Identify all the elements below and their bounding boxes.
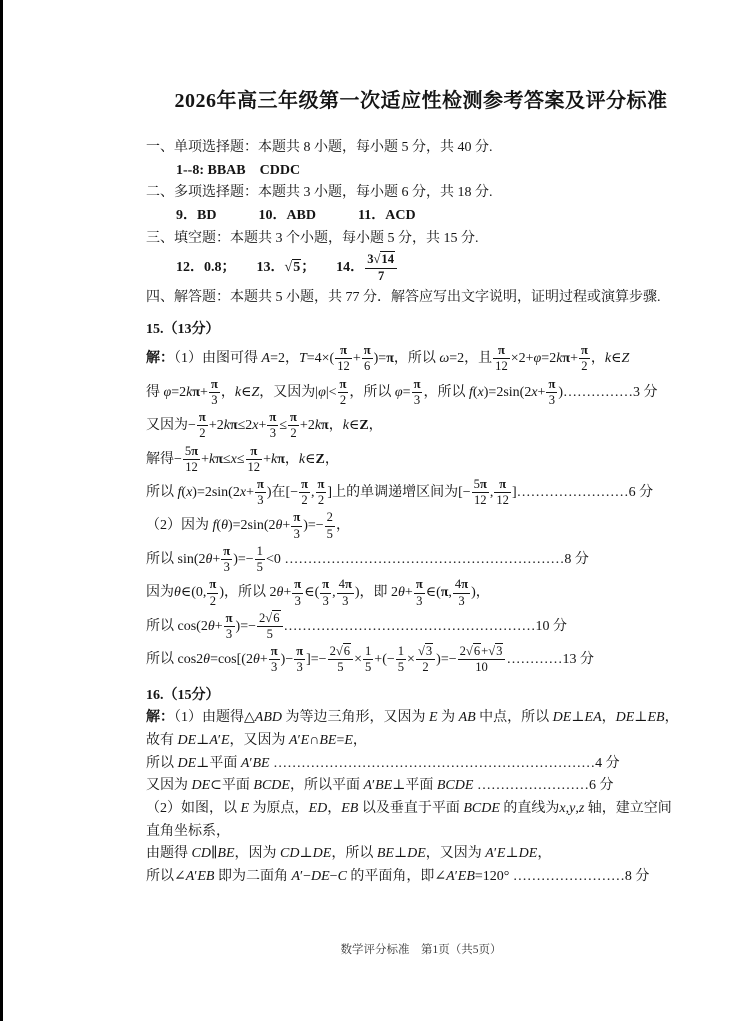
text-line: 所以 sin(2θ+ $\frac{\pi}{3}$ )=− $\frac{1}{5}$ <0 ……………………………………………………8 分 (146, 543, 589, 575)
scan-edge (0, 0, 3, 1021)
page-title: 2026年高三年级第一次适应性检测参考答案及评分标准 (174, 90, 668, 112)
text-line: 15.（13分） (146, 321, 220, 337)
text-line: 解：（1）由图可得 A=2，T=4×( $\frac{\pi}{12}$ + $\frac{\pi}{6}$ )=π，所以 ω=2，且 $\frac{\pi}{12}$ ×2+φ=2kπ+ $\frac{\pi}{2}$ ，k∈Z (146, 343, 630, 374)
document-lines (146, 137, 696, 888)
text-line: 直角坐标系， (146, 823, 230, 839)
text-line: 因为θ∈(0, $\frac{\pi}{2}$ )，所以 2θ+ $\frac{\pi}{3}$ ∈( $\frac{\pi}{3}$ , $\frac{4\pi}{3}$ )，即 2θ+ $\frac{\pi}{3}$ ∈(π, $\frac{4\pi}{3}$ )， (146, 577, 490, 608)
document-page (146, 0, 696, 1021)
text-line: （2）因为 f(θ)=2sin(2θ+ $\frac{\pi}{3}$ )=− $\frac{2}{5}$ ， (146, 510, 350, 541)
text-line: （2）如图，以 E 为原点，ED，EB 以及垂直于平面 BCDE 的直线为x,y,z 轴，建立空间 (146, 801, 672, 817)
text-line: 一、单项选择题：本题共 8 小题，每小题 5 分，共 40 分. (146, 140, 493, 155)
text-line: 二、多项选择题：本题共 3 小题，每小题 6 分，共 18 分. (146, 185, 493, 201)
text-line: 所以 DE⊥平面 A′BE ……………………………………………………………4 分 (146, 755, 620, 771)
text-line: 所以 f(x)=2sin(2x+ $\frac{\pi}{3}$ )在[− $\frac{\pi}{2}$ , $\frac{\pi}{2}$ ]上的单调递增区间为[− $\frac{5\pi}{12}$ , $\frac{\pi}{12}$ ]……………………6 分 (146, 477, 654, 508)
text-line: 9．BD 10．ABD 11．ACD (176, 208, 416, 224)
page-footer: 数学评分标准 第1页（共5页） (340, 944, 502, 956)
text-line: 又因为− $\frac{\pi}{2}$ +2kπ≤2x+ $\frac{\pi}{3}$ ≤ $\frac{\pi}{2}$ +2kπ，k∈Z， (146, 410, 383, 441)
text-line: 解得− $\frac{5\pi}{12}$ +kπ≤x≤ $\frac{\pi}{12}$ +kπ，k∈Z， (146, 443, 339, 474)
text-line: 四、解答题：本题共 5 小题，共 77 分．解答应写出文字说明，证明过程或演算步骤. (146, 289, 661, 305)
text-line: 所以∠A′EB 即为二面角 A′−DE−C 的平面角，即∠A′EB=120° ……………………8 分 (146, 869, 650, 885)
text-line: 得 φ=2kπ+ $\frac{\pi}{3}$ ，k∈Z，又因为|φ|< $\frac{\pi}{2}$ ，所以 φ= $\frac{\pi}{3}$ ，所以 f(x)=2sin(2x+ $\frac{\pi}{3}$ )……………3 分 (146, 376, 658, 407)
text-line: 由题得 CD∥BE，因为 CD⊥DE，所以 BE⊥DE，又因为 A′E⊥DE， (146, 846, 552, 862)
text-line: 故有 DE⊥A′E，又因为 A′E∩BE=E， (146, 733, 367, 748)
text-line: 12．0.8； 13．√5； 14． $\frac{3√14}{7}$ (146, 253, 696, 282)
text-line: 解：（1）由题得△ABD 为等边三角形，又因为 E 为 AB 中点，所以 DE⊥EA，DE⊥EB， (146, 710, 679, 726)
text-line: 1--8: BBAB CDDC (176, 162, 301, 178)
text-line: 三、填空题：本题共 3 个小题，每小题 5 分，共 15 分. (146, 230, 479, 246)
text-line: 16.（15分） (146, 687, 220, 703)
text-line: 又因为 DE⊂平面 BCDE，所以平面 A′BE⊥平面 BCDE ……………………6 分 (146, 778, 614, 794)
text-line: 所以 cos2θ=cos[(2θ+ $\frac{\pi}{3}$ )− $\frac{\pi}{3}$ ]=− $\frac{2√6}{5}$ × $\frac{1}{5}$ +(− $\frac{1}{5}$ × $\frac{√3}{2}$ )=− $\frac{2√6+√3}{10}$ …………13 分 (146, 644, 594, 675)
text-line: 所以 cos(2θ+ $\frac{\pi}{3}$ )=− $\frac{2√6}{5}$ ………………………………………………10 分 (146, 610, 567, 641)
